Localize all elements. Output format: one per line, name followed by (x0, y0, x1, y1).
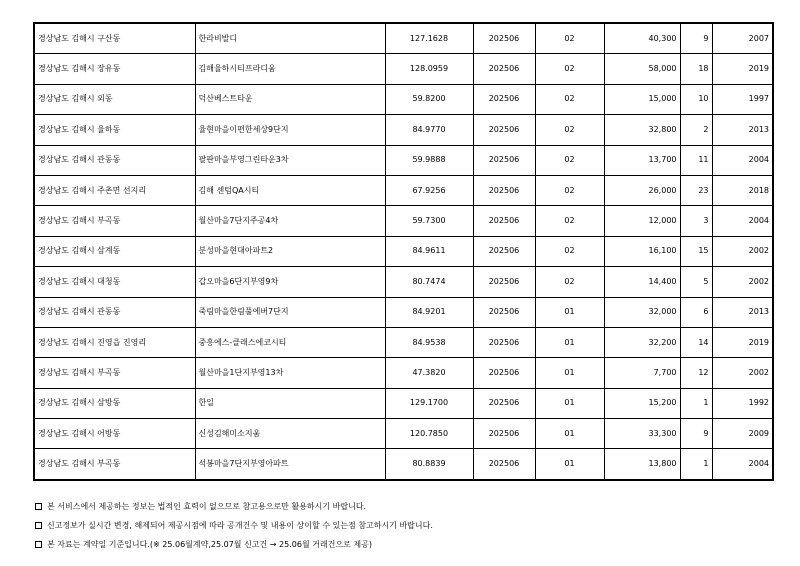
price-cell: 15,200 (604, 388, 680, 418)
notes-section (35, 497, 433, 554)
complex-name-cell: 덕산베스트타운 (195, 84, 385, 114)
address-cell: 경상남도 김해시 진영읍 진영리 (34, 327, 195, 357)
area-cell: 67.9256 (385, 175, 473, 205)
address-cell: 경상남도 김해시 장유동 (34, 54, 195, 84)
price-cell: 32,800 (604, 115, 680, 145)
complex-name-cell: 죽림마을한림풀에버7단지 (195, 297, 385, 327)
checkbox-icon (35, 522, 42, 529)
built-year-cell: 2007 (712, 23, 773, 54)
area-cell: 127.1628 (385, 23, 473, 54)
built-year-cell: 2013 (712, 297, 773, 327)
floor-cell: 5 (680, 267, 712, 297)
table-row (34, 267, 773, 297)
area-cell: 84.9201 (385, 297, 473, 327)
address-cell: 경상남도 김해시 율하동 (34, 115, 195, 145)
floor-cell: 12 (680, 358, 712, 388)
table-row (34, 115, 773, 145)
table-row (34, 54, 773, 84)
area-cell: 84.9611 (385, 236, 473, 266)
price-cell: 40,300 (604, 23, 680, 54)
floor-cell: 23 (680, 175, 712, 205)
table-row (34, 84, 773, 114)
price-cell: 13,700 (604, 145, 680, 175)
table-row (34, 358, 773, 388)
complex-name-cell: 율현마을이편한세상9단지 (195, 115, 385, 145)
area-cell: 120.7850 (385, 419, 473, 449)
built-year-cell: 1992 (712, 388, 773, 418)
table-row (34, 297, 773, 327)
contract-month-cell: 202506 (473, 84, 535, 114)
contract-day-cell: 02 (535, 175, 604, 205)
address-cell: 경상남도 김해시 부곡동 (34, 449, 195, 480)
contract-month-cell: 202506 (473, 358, 535, 388)
address-cell: 경상남도 김해시 삼방동 (34, 388, 195, 418)
complex-name-cell: 김해 센텀QA시티 (195, 175, 385, 205)
contract-day-cell: 01 (535, 297, 604, 327)
floor-cell: 14 (680, 327, 712, 357)
price-cell: 7,700 (604, 358, 680, 388)
contract-month-cell: 202506 (473, 115, 535, 145)
complex-name-cell: 한일 (195, 388, 385, 418)
floor-cell: 1 (680, 449, 712, 480)
table-row (34, 23, 773, 54)
built-year-cell: 2019 (712, 54, 773, 84)
floor-cell: 9 (680, 23, 712, 54)
table-row (34, 236, 773, 266)
contract-month-cell: 202506 (473, 327, 535, 357)
area-cell: 59.9888 (385, 145, 473, 175)
contract-day-cell: 02 (535, 206, 604, 236)
contract-month-cell: 202506 (473, 236, 535, 266)
area-cell: 80.7474 (385, 267, 473, 297)
address-cell: 경상남도 김해시 부곡동 (34, 358, 195, 388)
built-year-cell: 2004 (712, 206, 773, 236)
area-cell: 80.8839 (385, 449, 473, 480)
floor-cell: 9 (680, 419, 712, 449)
built-year-cell: 2009 (712, 419, 773, 449)
floor-cell: 3 (680, 206, 712, 236)
table-row (34, 175, 773, 205)
price-cell: 33,300 (604, 419, 680, 449)
contract-day-cell: 02 (535, 236, 604, 266)
table-row (34, 449, 773, 480)
contract-month-cell: 202506 (473, 206, 535, 236)
address-cell: 경상남도 김해시 어방동 (34, 419, 195, 449)
complex-name-cell: 갑오마을6단지부영9차 (195, 267, 385, 297)
floor-cell: 18 (680, 54, 712, 84)
built-year-cell: 2002 (712, 358, 773, 388)
price-cell: 14,400 (604, 267, 680, 297)
contract-month-cell: 202506 (473, 297, 535, 327)
address-cell: 경상남도 김해시 관동동 (34, 145, 195, 175)
address-cell: 경상남도 김해시 대청동 (34, 267, 195, 297)
built-year-cell: 2013 (712, 115, 773, 145)
price-cell: 32,200 (604, 327, 680, 357)
price-cell: 26,000 (604, 175, 680, 205)
contract-month-cell: 202506 (473, 175, 535, 205)
contract-month-cell: 202506 (473, 419, 535, 449)
checkbox-icon (35, 541, 42, 548)
table-row (34, 419, 773, 449)
complex-name-cell: 김해율하시티프라디움 (195, 54, 385, 84)
contract-day-cell: 01 (535, 419, 604, 449)
checkbox-icon (35, 503, 42, 510)
area-cell: 84.9538 (385, 327, 473, 357)
contract-month-cell: 202506 (473, 388, 535, 418)
area-cell: 129.1700 (385, 388, 473, 418)
complex-name-cell: 신성김해미소지움 (195, 419, 385, 449)
built-year-cell: 2019 (712, 327, 773, 357)
table-row (34, 388, 773, 418)
transaction-table (33, 22, 774, 481)
address-cell: 경상남도 김해시 외동 (34, 84, 195, 114)
note-line (35, 516, 433, 535)
built-year-cell: 2018 (712, 175, 773, 205)
floor-cell: 15 (680, 236, 712, 266)
table-body (34, 23, 773, 480)
complex-name-cell: 분성마을현대아파트2 (195, 236, 385, 266)
built-year-cell: 1997 (712, 84, 773, 114)
price-cell: 32,000 (604, 297, 680, 327)
area-cell: 47.3820 (385, 358, 473, 388)
address-cell: 경상남도 김해시 구산동 (34, 23, 195, 54)
contract-month-cell: 202506 (473, 267, 535, 297)
contract-month-cell: 202506 (473, 449, 535, 480)
note-text: 본 서비스에서 제공하는 정보는 법적인 효력이 없으므로 참고용으로만 활용하시기 바랍니다. (47, 502, 367, 511)
area-cell: 84.9770 (385, 115, 473, 145)
complex-name-cell: 월산마을1단지부영13차 (195, 358, 385, 388)
contract-month-cell: 202506 (473, 23, 535, 54)
area-cell: 128.0959 (385, 54, 473, 84)
contract-day-cell: 02 (535, 267, 604, 297)
contract-day-cell: 02 (535, 54, 604, 84)
built-year-cell: 2002 (712, 236, 773, 266)
complex-name-cell: 한라비발디 (195, 23, 385, 54)
built-year-cell: 2004 (712, 145, 773, 175)
price-cell: 12,000 (604, 206, 680, 236)
price-cell: 15,000 (604, 84, 680, 114)
contract-day-cell: 02 (535, 84, 604, 114)
price-cell: 58,000 (604, 54, 680, 84)
complex-name-cell: 석봉마을7단지부영아파트 (195, 449, 385, 480)
address-cell: 경상남도 김해시 주촌면 선지리 (34, 175, 195, 205)
address-cell: 경상남도 김해시 삼계동 (34, 236, 195, 266)
price-cell: 13,800 (604, 449, 680, 480)
address-cell: 경상남도 김해시 관동동 (34, 297, 195, 327)
contract-day-cell: 01 (535, 449, 604, 480)
complex-name-cell: 팔판마을부영그린타운3차 (195, 145, 385, 175)
contract-day-cell: 02 (535, 145, 604, 175)
note-line (35, 497, 433, 516)
price-cell: 16,100 (604, 236, 680, 266)
contract-month-cell: 202506 (473, 145, 535, 175)
complex-name-cell: 중흥에스-클래스에코시티 (195, 327, 385, 357)
contract-day-cell: 01 (535, 358, 604, 388)
table-row (34, 206, 773, 236)
floor-cell: 1 (680, 388, 712, 418)
built-year-cell: 2004 (712, 449, 773, 480)
area-cell: 59.7300 (385, 206, 473, 236)
area-cell: 59.8200 (385, 84, 473, 114)
floor-cell: 10 (680, 84, 712, 114)
contract-day-cell: 02 (535, 23, 604, 54)
floor-cell: 6 (680, 297, 712, 327)
note-line (35, 535, 433, 554)
floor-cell: 2 (680, 115, 712, 145)
note-text: 신고정보가 실시간 변경, 해제되어 제공시점에 따라 공개건수 및 내용이 상이할 수 있는점 참고하시기 바랍니다. (47, 521, 433, 530)
built-year-cell: 2002 (712, 267, 773, 297)
complex-name-cell: 월산마을7단지주공4차 (195, 206, 385, 236)
table-row (34, 327, 773, 357)
contract-day-cell: 01 (535, 388, 604, 418)
contract-day-cell: 01 (535, 327, 604, 357)
note-text: 본 자료는 계약일 기준입니다.(※ 25.06월계약,25.07월 신고건 → 25.06월 거래건으로 제공) (47, 540, 372, 549)
floor-cell: 11 (680, 145, 712, 175)
address-cell: 경상남도 김해시 부곡동 (34, 206, 195, 236)
contract-day-cell: 02 (535, 115, 604, 145)
table-row (34, 145, 773, 175)
contract-month-cell: 202506 (473, 54, 535, 84)
